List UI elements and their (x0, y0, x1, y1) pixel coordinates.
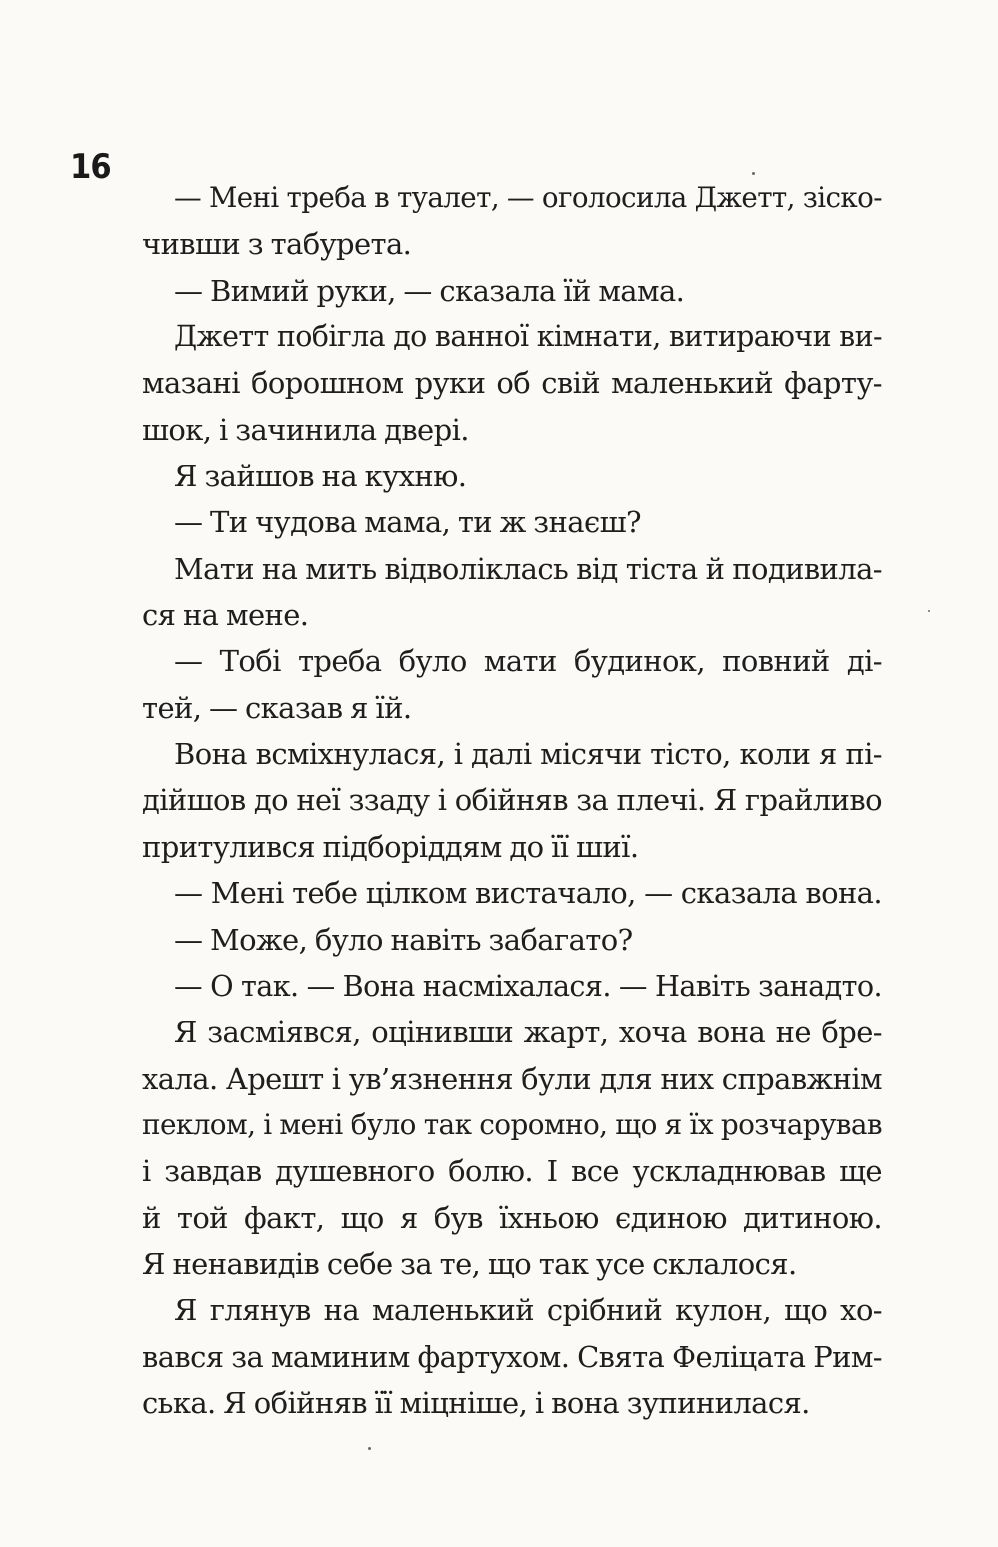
text-line: пеклом, і мені було так соромно, що я їх розчарував (142, 1107, 882, 1141)
text-line: Я зайшов на кухню. (174, 459, 467, 494)
page-number: 16 (70, 147, 111, 187)
paper-speck (928, 610, 930, 612)
text-line: — Вимий руки, — сказала їй мама. (174, 273, 685, 308)
text-line: Я засміявся, оцінивши жарт, хоча вона не бре- (174, 1015, 882, 1050)
text-line: — Тобі треба було мати будинок, повний ді- (174, 644, 882, 679)
text-line: ся на мене. (142, 598, 309, 633)
text-line: — Може, було навіть забагато? (174, 922, 633, 957)
text-line: — Мені тебе цілком вистачало, — сказала вона. (174, 876, 882, 911)
text-line: Я глянув на маленький срібний кулон, що хо- (174, 1293, 882, 1328)
text-line: — Мені треба в туалет, — оголосила Джетт, зіско- (174, 181, 882, 214)
text-line: Я ненавидів себе за те, що так усе склалося. (142, 1246, 797, 1281)
text-line: тей, — сказав я їй. (142, 690, 412, 725)
text-line: вався за маминим фартухом. Свята Феліцата Рим- (142, 1339, 882, 1374)
text-line: й той факт, що я був їхньою єдиною дитиною. (142, 1200, 882, 1235)
text-line: — О так. — Вона насміхалася. — Навіть занадто. (174, 968, 882, 1003)
text-line: Мати на мить відволіклась від тіста й подивила- (174, 551, 882, 586)
paper-speck (368, 1447, 371, 1450)
text-line: і завдав душевного болю. І все ускладнював ще (142, 1154, 882, 1189)
text-line: — Ти чудова мама, ти ж знаєш? (174, 505, 641, 540)
text-line: шок, і зачинила двері. (142, 412, 469, 447)
text-line: Джетт побігла до ванної кімнати, витираючи ви- (174, 320, 882, 354)
text-line: притулився підборіддям до її шиї. (142, 829, 639, 864)
paper-speck (752, 172, 755, 175)
text-line: хала. Арешт і ув’язнення були для них справжнім (142, 1061, 882, 1096)
text-line: дійшов до неї ззаду і обійняв за плечі. Я грайливо (142, 783, 882, 818)
text-line: чивши з табурета. (142, 227, 412, 262)
text-line: ська. Я обійняв її міцніше, і вона зупинилася. (142, 1385, 810, 1420)
text-line: Вона всміхнулася, і далі місячи тісто, коли я пі- (174, 737, 882, 772)
text-line: мазані борошном руки об свій маленький фарту- (142, 366, 882, 401)
body-text (142, 175, 882, 1426)
